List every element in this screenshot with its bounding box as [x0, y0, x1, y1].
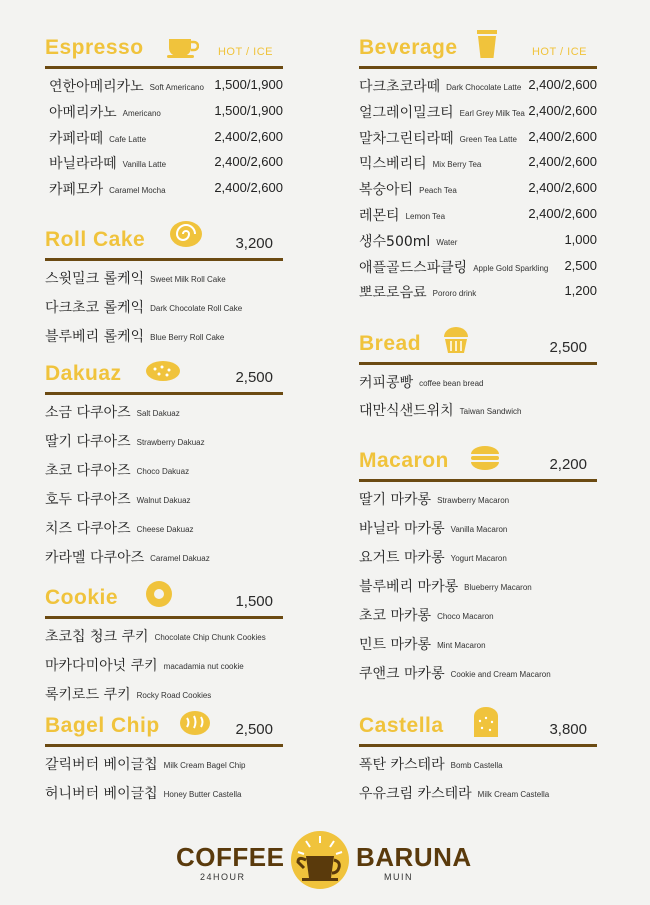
- menu-item-english-name: Vanilla Macaron: [450, 525, 508, 534]
- coffee-pot-sun-icon: [284, 826, 356, 894]
- menu-item-korean-name: [359, 205, 445, 225]
- menu-item-english-name: Chocolate Chip Chunk Cookies: [154, 633, 266, 642]
- menu-item-korean-name: [359, 754, 503, 774]
- menu-item-price: 1,200: [564, 283, 597, 299]
- bagel-icon: [179, 708, 211, 740]
- menu-item-price: 2,500: [564, 257, 597, 273]
- bagel-chip-title: Bagel Chip: [45, 714, 160, 737]
- menu-item-price: 1,500/1,900: [214, 102, 283, 118]
- menu-item-korean-name: [359, 663, 551, 683]
- bread-section: [359, 326, 597, 423]
- menu-item-english-name: Earl Grey Milk Tea: [459, 108, 525, 118]
- bagel-chip-section: [45, 708, 283, 807]
- menu-item: [359, 749, 597, 778]
- menu-item-korean-text: 우유크림 카스테라: [359, 786, 472, 802]
- menu-item-english-name: Milk Cream Castella: [477, 790, 550, 799]
- menu-item-english-name: Soft Americano: [149, 83, 204, 92]
- macaron-header: [359, 443, 597, 479]
- menu-item-english-name: Sweet Milk Roll Cake: [150, 275, 226, 284]
- bagel-chip-header: [45, 708, 283, 744]
- menu-item: [359, 367, 597, 395]
- menu-item-english-name: coffee bean bread: [419, 379, 484, 388]
- menu-item-korean-text: 폭탄 카스테라: [359, 757, 445, 773]
- menu-item-english-name: Milk Cream Bagel Chip: [163, 761, 246, 770]
- drink-cup-icon: [477, 30, 497, 62]
- menu-item-korean-name: [359, 179, 457, 199]
- espresso-section: [45, 30, 283, 200]
- beverage-hot-ice-label: HOT / ICE: [531, 46, 587, 58]
- menu-item-korean-text: 허니버터 베이글칩: [45, 786, 158, 802]
- castella-title: Castella: [359, 714, 444, 737]
- macaron-title: Macaron: [359, 449, 449, 472]
- menu-item-english-name: Cafe Latte: [109, 134, 147, 144]
- cookie-header: [45, 580, 283, 616]
- menu-item: [45, 679, 283, 708]
- menu-item-korean-name: [359, 76, 521, 96]
- menu-item-korean-text: 초코 마카롱: [359, 608, 432, 624]
- menu-item-korean-text: 쿠앤크 마카롱: [359, 666, 445, 682]
- castella-icon: [471, 706, 501, 742]
- menu-item-english-name: Lemon Tea: [405, 211, 446, 221]
- menu-item-korean-name: [45, 326, 224, 346]
- logo-right-word: BARUNA: [356, 842, 472, 872]
- menu-item-korean-text: 블루베리 롤케익: [45, 329, 145, 345]
- dakuaz-header: [45, 356, 283, 392]
- menu-item-korean-text: 갈릭버터 베이글칩: [45, 757, 158, 773]
- dakuaz-item-list: [45, 395, 283, 571]
- menu-item-english-name: Pororo drink: [432, 289, 477, 299]
- menu-item-english-name: Water: [436, 237, 458, 247]
- menu-item-korean-text: 얼그레이밀크티: [359, 104, 454, 121]
- menu-item-korean-name: [49, 179, 166, 199]
- menu-item-korean-name: [359, 128, 517, 148]
- espresso-title: Espresso: [45, 36, 144, 59]
- menu-item-korean-text: 카페라떼: [49, 130, 104, 147]
- menu-item-english-name: Yogurt Macaron: [450, 554, 507, 563]
- menu-item: [359, 174, 597, 200]
- menu-item-korean-text: 믹스베리티: [359, 156, 427, 173]
- menu-item-korean-name: [359, 282, 476, 302]
- menu-item-korean-name: [359, 489, 509, 509]
- cookie-title: Cookie: [45, 586, 119, 609]
- menu-item: [359, 629, 597, 658]
- menu-item-korean-text: 커피콩빵: [359, 375, 414, 391]
- menu-item: [359, 658, 597, 687]
- menu-item-korean-text: 아메리카노: [49, 104, 117, 121]
- roll-cake-title: Roll Cake: [45, 228, 146, 251]
- menu-item-korean-text: 뽀로로음료: [359, 285, 427, 302]
- menu-item-english-name: Walnut Dakuaz: [136, 496, 191, 505]
- menu-item-korean-name: [45, 783, 241, 803]
- menu-item-korean-text: 다크초코라떼: [359, 79, 441, 95]
- espresso-header: [45, 30, 283, 66]
- menu-item-price: 2,400/2,600: [528, 128, 597, 144]
- menu-item-korean-name: [45, 431, 205, 451]
- menu-item-korean-text: 다크초코 롤케익: [45, 300, 145, 316]
- menu-item-korean-name: [45, 402, 180, 422]
- cookie-item-list: [45, 619, 283, 708]
- menu-item-korean-name: [359, 153, 481, 173]
- menu-item-korean-name: [45, 268, 226, 288]
- logo-left-sub: 24HOUR: [200, 872, 246, 882]
- beverage-section: [359, 30, 597, 303]
- menu-item-price: 2,400/2,600: [214, 180, 283, 196]
- menu-item-korean-name: [359, 576, 532, 596]
- menu-item-korean-name: [49, 153, 166, 173]
- menu-item-korean-text: 딸기 다쿠아즈: [45, 434, 131, 450]
- menu-item-korean-name: [359, 634, 486, 654]
- menu-item: [359, 395, 597, 423]
- menu-item: [45, 542, 283, 571]
- dakuaz-section: [45, 356, 283, 571]
- menu-item-english-name: Bomb Castella: [450, 761, 503, 770]
- menu-item-korean-name: [359, 547, 507, 567]
- menu-item-korean-text: 블루베리 마카롱: [359, 579, 459, 595]
- menu-item-english-name: Honey Butter Castella: [163, 790, 242, 799]
- menu-item-english-name: Choco Dakuaz: [136, 467, 190, 476]
- menu-item-korean-text: 복숭아티: [359, 182, 414, 199]
- menu-item-korean-text: 카페모카: [49, 182, 104, 199]
- roll-cake-icon: [169, 220, 203, 252]
- coffee-cup-icon: [167, 36, 199, 62]
- menu-item-english-name: Dark Chocolate Latte: [446, 83, 522, 92]
- menu-item: [49, 174, 283, 200]
- menu-item-korean-name: [45, 297, 242, 317]
- cookie-icon: [145, 580, 173, 612]
- menu-item-korean-text: 바닐라 마카롱: [359, 521, 445, 537]
- dakuaz-icon: [145, 360, 181, 386]
- menu-item: [45, 426, 283, 455]
- menu-item: [359, 252, 597, 278]
- beverage-item-list: [359, 69, 597, 303]
- menu-item-korean-name: [45, 547, 210, 567]
- menu-item: [359, 277, 597, 303]
- menu-item-korean-text: 초코칩 청크 쿠키: [45, 629, 149, 645]
- logo-left-word: COFFEE: [176, 842, 285, 872]
- beverage-title: Beverage: [359, 36, 458, 59]
- menu-item-english-name: Cookie and Cream Macaron: [450, 670, 551, 679]
- menu-item-korean-text: 레몬티: [359, 207, 400, 224]
- menu-item-korean-text: 호두 다쿠아즈: [45, 492, 131, 508]
- macaron-section: [359, 443, 597, 687]
- menu-item-korean-text: 마카다미아넛 쿠키: [45, 658, 158, 674]
- menu-item-price: 2,400/2,600: [214, 154, 283, 170]
- menu-item: [45, 484, 283, 513]
- menu-item-english-name: Green Tea Latte: [459, 134, 517, 144]
- menu-item: [45, 292, 283, 321]
- menu-item: [359, 571, 597, 600]
- menu-item-english-name: Dark Chocolate Roll Cake: [150, 304, 243, 313]
- menu-item-korean-name: [45, 460, 189, 480]
- menu-item: [45, 263, 283, 292]
- menu-item: [45, 513, 283, 542]
- menu-item-korean-name: [359, 400, 521, 420]
- macaron-item-list: [359, 482, 597, 687]
- menu-item-korean-name: [49, 102, 161, 122]
- menu-item-korean-text: 카라멜 다쿠아즈: [45, 550, 145, 566]
- menu-item: [45, 650, 283, 679]
- menu-item: [359, 226, 597, 252]
- menu-item: [45, 778, 283, 807]
- menu-item: [359, 542, 597, 571]
- menu-item-english-name: Choco Macaron: [437, 612, 494, 621]
- menu-item-korean-text: 소금 다쿠아즈: [45, 405, 131, 421]
- menu-item-price: 2,400/2,600: [528, 102, 597, 118]
- menu-item-korean-text: 요거트 마카롱: [359, 550, 445, 566]
- menu-item-price: 2,400/2,600: [528, 205, 597, 221]
- menu-item: [49, 71, 283, 97]
- menu-item-english-name: Vanilla Latte: [122, 160, 167, 170]
- menu-item-korean-text: 생수500ml: [359, 233, 431, 250]
- menu-item-english-name: Strawberry Dakuaz: [136, 438, 205, 447]
- menu-item: [359, 484, 597, 513]
- menu-item-english-name: Rocky Road Cookies: [136, 691, 212, 700]
- macaron-price: 2,200: [549, 456, 587, 473]
- espresso-hot-ice-label: HOT / ICE: [217, 46, 273, 58]
- menu-item-english-name: Strawberry Macaron: [437, 496, 510, 505]
- cookie-section: [45, 580, 283, 708]
- menu-item: [49, 148, 283, 174]
- dakuaz-price: 2,500: [235, 369, 273, 386]
- menu-item: [49, 97, 283, 123]
- menu-item: [359, 148, 597, 174]
- menu-item-english-name: Caramel Dakuaz: [150, 554, 210, 563]
- menu-item-korean-name: [359, 102, 525, 122]
- menu-item-korean-name: [45, 518, 194, 538]
- menu-item-english-name: Apple Gold Sparkling: [473, 263, 549, 273]
- menu-item-korean-text: 록키로드 쿠키: [45, 687, 131, 703]
- menu-item-korean-text: 치즈 다쿠아즈: [45, 521, 131, 537]
- menu-item-korean-text: 민트 마카롱: [359, 637, 432, 653]
- beverage-header: [359, 30, 597, 66]
- menu-item-korean-name: [45, 489, 191, 509]
- menu-item-korean-name: [359, 518, 507, 538]
- brand-logo: [170, 826, 470, 890]
- menu-item: [45, 455, 283, 484]
- bread-header: [359, 326, 597, 362]
- muffin-icon: [441, 324, 471, 358]
- menu-item: [359, 600, 597, 629]
- menu-item-korean-name: [49, 128, 146, 148]
- menu-item-english-name: Blueberry Macaron: [464, 583, 532, 592]
- bread-price: 2,500: [549, 339, 587, 356]
- menu-item-korean-name: [45, 655, 244, 675]
- bread-title: Bread: [359, 332, 422, 355]
- menu-item-korean-name: [45, 684, 211, 704]
- menu-item-price: 2,400/2,600: [528, 180, 597, 196]
- menu-item: [359, 71, 597, 97]
- menu-item-korean-name: [359, 783, 549, 803]
- menu-item: [359, 778, 597, 807]
- menu-item-korean-text: 딸기 마카롱: [359, 492, 432, 508]
- menu-item-price: 2,400/2,600: [214, 128, 283, 144]
- menu-item-korean-name: [45, 626, 266, 646]
- menu-item-price: 2,400/2,600: [528, 77, 597, 92]
- menu-item-korean-text: 말차그린티라떼: [359, 130, 454, 147]
- menu-item: [45, 321, 283, 350]
- castella-section: [359, 708, 597, 807]
- menu-item-price: 2,400/2,600: [528, 154, 597, 170]
- menu-item-korean-text: 바닐라라떼: [49, 156, 117, 173]
- menu-item-english-name: Mix Berry Tea: [432, 160, 482, 170]
- menu-item: [359, 200, 597, 226]
- menu-item-korean-name: [45, 754, 245, 774]
- roll-cake-section: [45, 222, 283, 350]
- macaron-icon: [469, 445, 501, 475]
- bagel-chip-price: 2,500: [235, 721, 273, 738]
- menu-item-price: 1,500/1,900: [214, 77, 283, 92]
- roll-cake-item-list: [45, 261, 283, 350]
- bread-item-list: [359, 365, 597, 423]
- menu-item-english-name: Taiwan Sandwich: [459, 407, 522, 416]
- menu-item: [45, 621, 283, 650]
- logo-right-sub: MUIN: [384, 872, 413, 882]
- menu-item-english-name: Caramel Mocha: [109, 186, 166, 196]
- castella-item-list: [359, 747, 597, 807]
- castella-header: [359, 708, 597, 744]
- menu-item-korean-name: [359, 372, 483, 392]
- menu-item-english-name: Cheese Dakuaz: [136, 525, 194, 534]
- espresso-item-list: [45, 69, 283, 200]
- menu-item-korean-name: [359, 231, 457, 251]
- menu-item-english-name: Americano: [122, 108, 161, 118]
- menu-item: [45, 397, 283, 426]
- menu-item-english-name: Salt Dakuaz: [136, 409, 180, 418]
- bagel-chip-item-list: [45, 747, 283, 807]
- menu-item-korean-text: 초코 다쿠아즈: [45, 463, 131, 479]
- menu-item-korean-name: [359, 605, 494, 625]
- menu-item: [359, 123, 597, 149]
- cookie-price: 1,500: [235, 593, 273, 610]
- menu-item-english-name: Peach Tea: [419, 186, 457, 196]
- menu-item: [45, 749, 283, 778]
- roll-cake-header: [45, 222, 283, 258]
- menu-item-english-name: macadamia nut cookie: [163, 662, 244, 671]
- menu-item-korean-name: [359, 257, 548, 277]
- menu-item-korean-text: 연한아메리카노: [49, 79, 144, 95]
- menu-item-korean-text: 애플골드스파클링: [359, 259, 468, 276]
- menu-item: [359, 513, 597, 542]
- menu-item: [49, 123, 283, 149]
- menu-item-english-name: Mint Macaron: [437, 641, 486, 650]
- menu-item-korean-text: 스윗밀크 롤케익: [45, 271, 145, 287]
- menu-item-korean-text: 대만식샌드위치: [359, 403, 454, 419]
- menu-item-price: 1,000: [564, 231, 597, 247]
- roll-cake-price: 3,200: [235, 235, 273, 252]
- menu-item-english-name: Blue Berry Roll Cake: [150, 333, 225, 342]
- dakuaz-title: Dakuaz: [45, 362, 122, 385]
- menu-item-korean-name: [49, 76, 204, 96]
- menu-item: [359, 97, 597, 123]
- castella-price: 3,800: [549, 721, 587, 738]
